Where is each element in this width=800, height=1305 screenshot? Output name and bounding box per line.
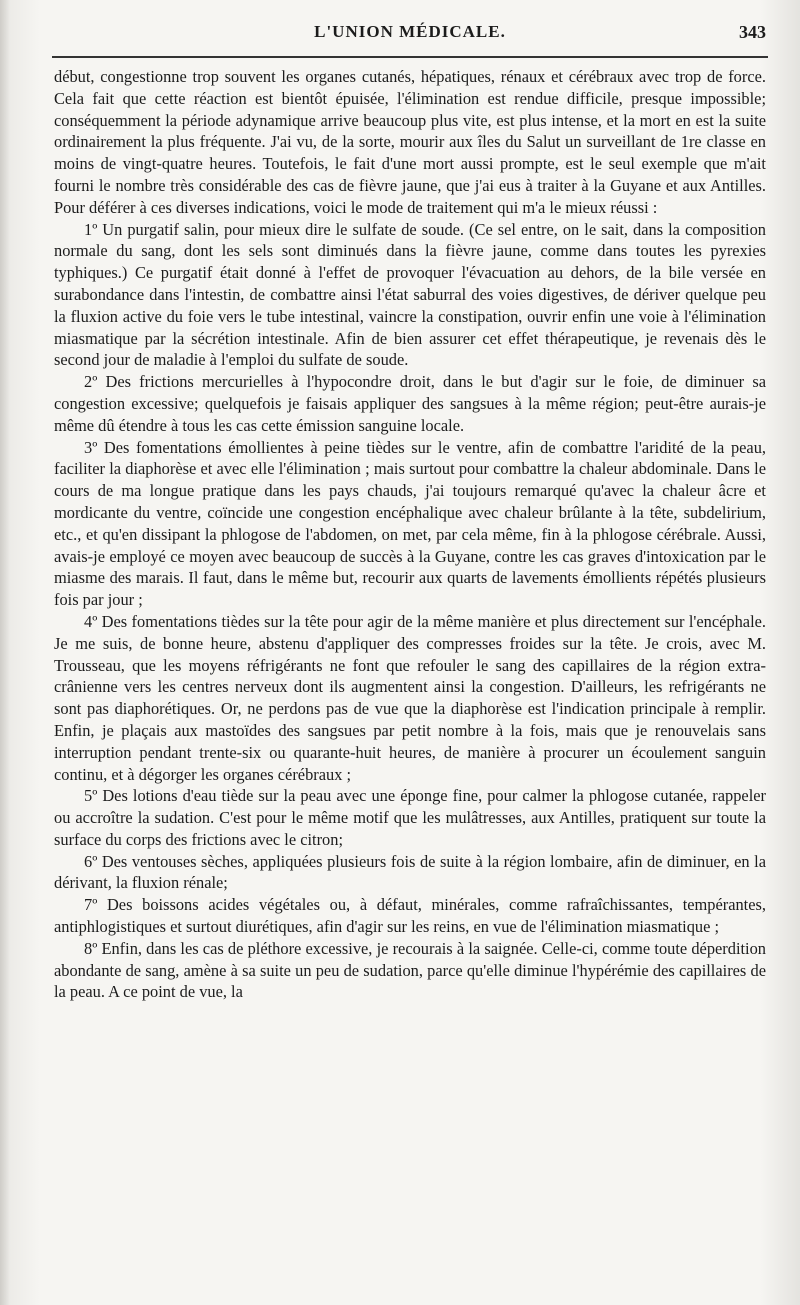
paragraph-item-8: 8º Enfin, dans les cas de pléthore excessive, je recourais à la saignée. Celle-ci, comme toute déperdition abondante de sang, amène à sa suite un peu de sudation, parce qu'elle diminue l'hypérémie des capillaires de la peau. A ce point de vue, la (54, 938, 766, 1002)
paragraph-item-6: 6º Des ventouses sèches, appliquées plusieurs fois de suite à la région lombaire, afin de diminuer, en la dérivant, la fluxion rénale; (54, 851, 766, 893)
page-header (54, 22, 766, 52)
paragraph-item-4: 4º Des fomentations tièdes sur la tête pour agir de la même manière et plus directement sur l'encéphale. Je me suis, de bonne heure, abstenu d'appliquer des compresses froides sur la tête. Je crois, avec M. Trousseau, que les moyens réfrigérants ne font que refouler le sang des capillaires de la région extra-crânienne vers les centres nerveux dont ils augmentent ainsi la congestion. D'ailleurs, les refrigérants ne sont pas diaphorétiques. Or, ne perdons pas de vue que la diaphorèse est l'indication principale à remplir. Enfin, je plaçais aux mastoïdes des sangsues par petit nombre à la fois, mais que je renouvelais sans interruption pendant trente-six ou quarante-huit heures, de manière à procurer un écoulement sanguin continu, et à dégorger les organes cérébraux ; (54, 611, 766, 784)
page-number: 343 (739, 22, 766, 42)
paragraph-item-3: 3º Des fomentations émollientes à peine tièdes sur le ventre, afin de combattre l'aridité de la peau, faciliter la diaphorèse et avec elle l'élimination ; mais surtout pour combattre la chaleur abdominale. Dans le cours de ma longue pratique dans les pays chauds, j'ai toujours remarqué qu'avec la chaleur âcre et mordicante du ventre, coïncide une congestion encéphalique avec chaleur brûlante à la tête, subdelirium, etc., et qu'en dissipant la phlogose de l'abdomen, on met, par cela même, fin à la phlogose cérébrale. Aussi, avais-je employé ce moyen avec beaucoup de succès à la Guyane, contre les cas graves d'intoxication par le miasme des marais. Il faut, dans le même but, recourir aux quarts de lavements émollients répétés plusieurs fois par jour ; (54, 437, 766, 610)
page-gutter-shadow (0, 0, 10, 1305)
paragraph-item-1: 1º Un purgatif salin, pour mieux dire le sulfate de soude. (Ce sel entre, on le sait, dans la composition normale du sang, dont les sels sont diminués dans la fièvre jaune, comme dans toutes les pyrexies typhiques.) Ce purgatif était donné à l'effet de provoquer l'évacuation au dehors, de la bile versée en surabondance dans l'intestin, de combattre ainsi l'état saburral des voies digestives, de dériver quelque peu la fluxion active du foie vers le tube intestinal, vaincre la constipation, ouvrir enfin une voie à l'élimination miasmatique par la sécrétion intestinale. Afin de bien assurer cet effet thérapeutique, je revenais dès le second jour de maladie à l'emploi du sulfate de soude. (54, 219, 766, 370)
paragraph-item-2: 2º Des frictions mercurielles à l'hypocondre droit, dans le but d'agir sur le foie, de diminuer sa congestion excessive; quelquefois je faisais appliquer des sangsues à la même région; peut-être aurais-je même dû étendre à tous les cas cette émission sanguine locale. (54, 372, 766, 435)
body-text (54, 66, 766, 1003)
header-rule (52, 56, 768, 58)
paragraph-item-5: 5º Des lotions d'eau tiède sur la peau avec une éponge fine, pour calmer la phlogose cutanée, rappeler ou accroître la sudation. C'est pour le même motif que les mulâtresses, aux Antilles, pratiquent sur toute la surface du corps des frictions avec le citron; (54, 786, 766, 849)
paragraph-continuation: début, congestionne trop souvent les organes cutanés, hépatiques, rénaux et cérébraux avec trop de force. Cela fait que cette réaction est bientôt épuisée, l'élimination est rendue difficile, presque impossible; conséquemment la période adynamique arrive beaucoup plus vite, est plus intense, et la mort en est la suite ordinairement la plus fréquente. J'ai vu, de la sorte, mourir aux îles du Salut un surveillant de 1re classe en moins de vingt-quatre heures. Toutefois, le fait d'une mort aussi prompte, est le seul exemple que m'ait fourni le nombre très considérable des cas de fièvre jaune, que j'ai eus à traiter à la Guyane et aux Antilles. Pour déférer à ces diverses indications, voici le mode de traitement qui m'a le mieux réussi : (54, 67, 766, 217)
paragraph-item-7: 7º Des boissons acides végétales ou, à défaut, minérales, comme rafraîchissantes, tempérantes, antiphlogistiques et surtout diurétiques, afin d'agir sur les reins, en vue de l'élimination miasmatique ; (54, 895, 766, 937)
running-title: L'UNION MÉDICALE. (314, 22, 506, 41)
